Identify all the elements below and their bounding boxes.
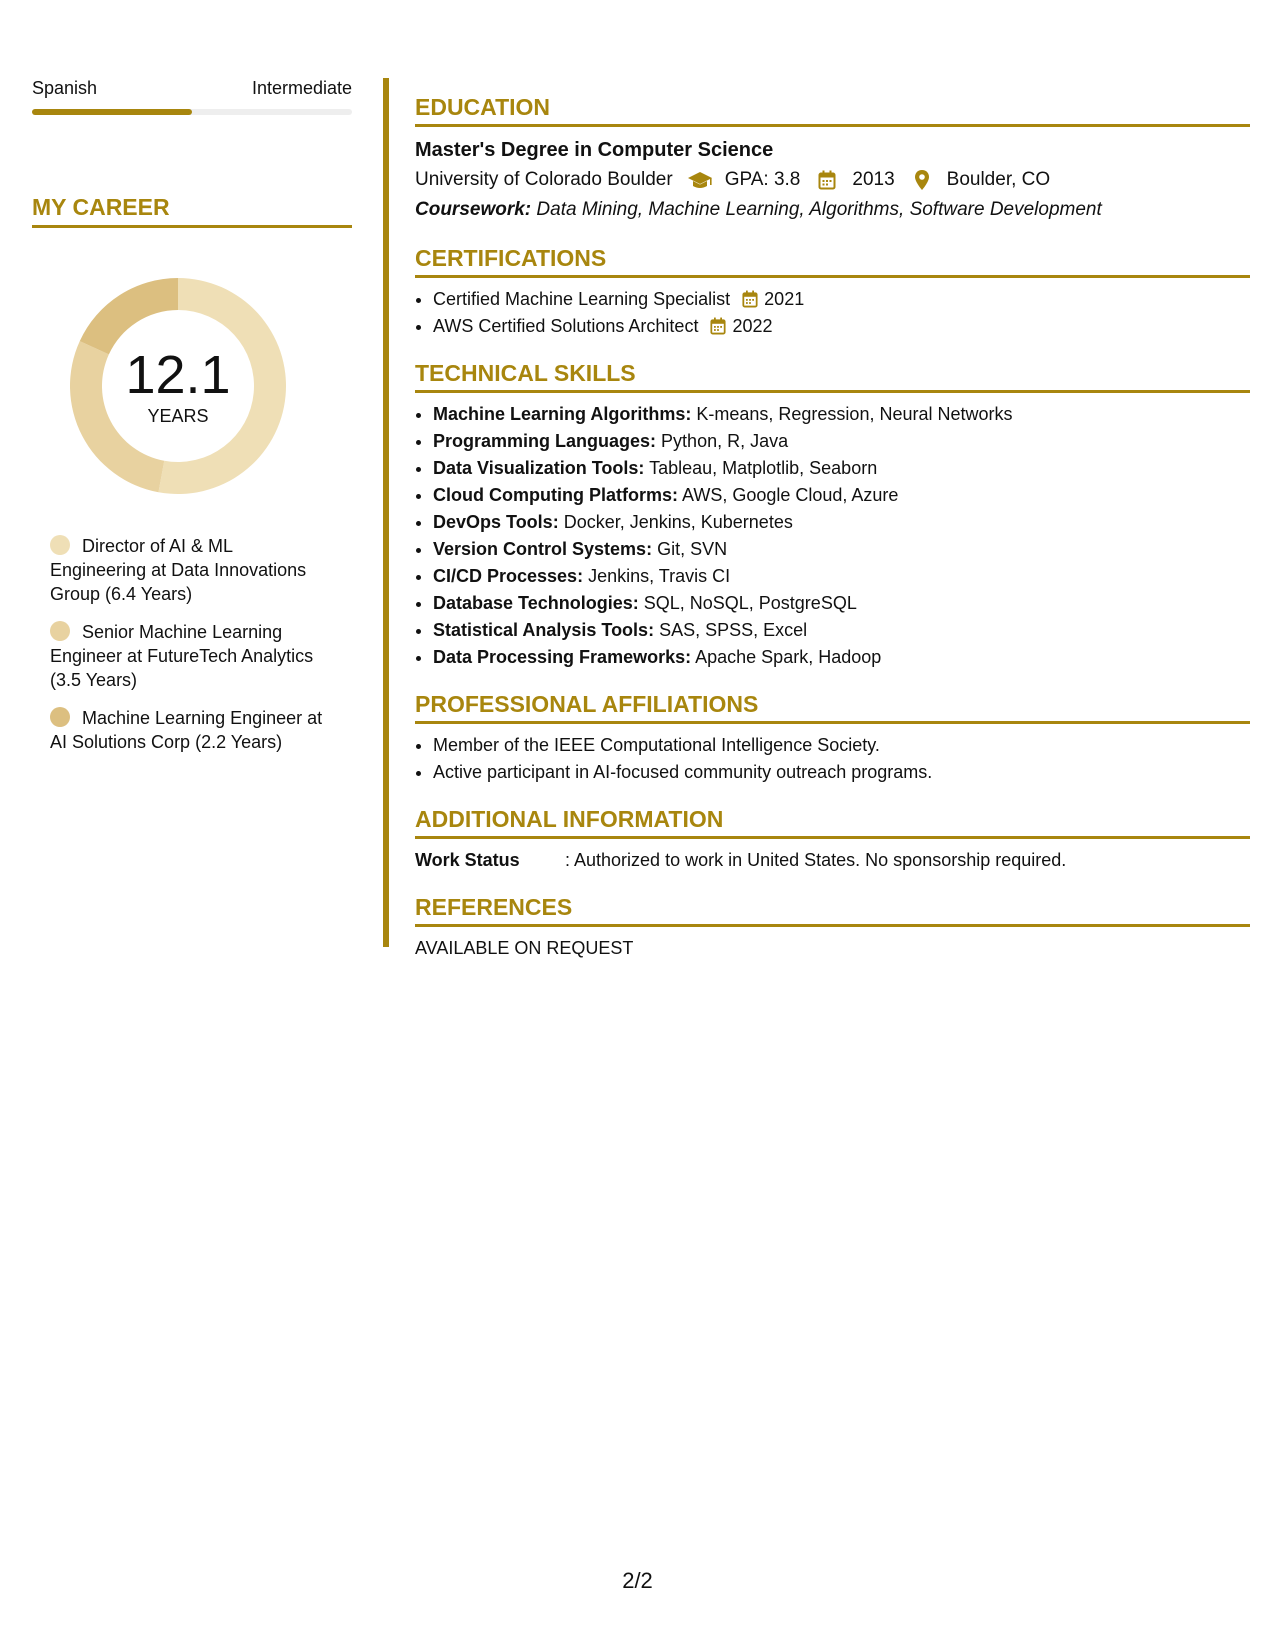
language-proficiency-fill [32, 109, 192, 115]
language-level: Intermediate [251, 78, 352, 98]
education-location: Boulder, CO [946, 169, 1051, 190]
education-meta [415, 165, 1250, 195]
career-title: MY CAREER [32, 194, 352, 228]
career-legend-item [50, 706, 330, 754]
certification-year: 2022 [732, 316, 773, 336]
education-coursework [415, 195, 1250, 225]
page-number: 2/2 [622, 1568, 653, 1593]
legend-dot-icon [50, 535, 70, 555]
education-gpa: GPA: 3.8 [724, 169, 801, 190]
skill-value: K-means, Regression, Neural Networks [696, 404, 1013, 424]
certifications-title: CERTIFICATIONS [415, 245, 1250, 278]
career-total-unit: YEARS [147, 405, 209, 426]
skill-label: Statistical Analysis Tools: [433, 620, 655, 640]
location-pin-icon [909, 169, 935, 191]
language-name: Spanish [32, 78, 98, 98]
career-total-value: 12.1 [125, 344, 231, 405]
language-proficiency-bar [32, 109, 352, 115]
career-role-label: Senior Machine Learning Engineer at FutureTech Analytics (3.5 Years) [50, 622, 314, 690]
references-text: AVAILABLE ON REQUEST [415, 938, 634, 958]
career-role-label: Machine Learning Engineer at AI Solutions Corp (2.2 Years) [50, 708, 323, 752]
legend-dot-icon [50, 707, 70, 727]
calendar-icon [814, 169, 840, 191]
skill-label: Cloud Computing Platforms: [433, 485, 678, 505]
certification-item [433, 313, 1250, 340]
career-donut-chart [64, 272, 292, 500]
skill-label: DevOps Tools: [433, 512, 559, 532]
skill-label: Data Visualization Tools: [433, 458, 645, 478]
skill-item [433, 590, 1250, 617]
skill-label: Version Control Systems: [433, 539, 653, 559]
affiliation-item: • Member of the IEEE Computational Intelligence Society. [433, 732, 1250, 759]
skill-label: CI/CD Processes: [433, 566, 584, 586]
column-divider [383, 78, 389, 947]
education-section [415, 94, 1250, 225]
skill-item [433, 401, 1250, 428]
certification-year: 2021 [764, 289, 805, 309]
certification-name: AWS Certified Solutions Architect [433, 316, 699, 336]
affiliation-item: • Active participant in AI-focused community outreach programs. [433, 759, 1250, 786]
certifications-section [415, 245, 1250, 340]
skill-item [433, 428, 1250, 455]
career-legend-item [50, 534, 330, 606]
skill-label: Programming Languages: [433, 431, 657, 451]
skill-item [433, 482, 1250, 509]
skill-value: Git, SVN [657, 539, 728, 559]
skill-item [433, 563, 1250, 590]
graduation-cap-icon [687, 169, 713, 191]
certification-name: Certified Machine Learning Specialist [433, 289, 731, 309]
skill-value: Tableau, Matplotlib, Seaborn [649, 458, 878, 478]
language-block [32, 78, 352, 115]
career-legend-item [50, 620, 330, 692]
additional-section [415, 806, 1250, 874]
additional-title: ADDITIONAL INFORMATION [415, 806, 1250, 839]
skill-item [433, 617, 1250, 644]
work-status-label: Work Status [415, 850, 520, 870]
calendar-icon [742, 290, 760, 308]
skill-item [433, 455, 1250, 482]
skills-list [415, 401, 1250, 671]
work-status-value: : Authorized to work in United States. No sponsorship required. [565, 850, 1067, 870]
skill-value: Python, R, Java [661, 431, 789, 451]
main-content [415, 94, 1250, 982]
skill-value: Jenkins, Travis CI [588, 566, 731, 586]
calendar-icon [710, 317, 728, 335]
certification-item [433, 286, 1250, 313]
education-title: EDUCATION [415, 94, 1250, 127]
career-donut-center [64, 272, 292, 500]
affiliations-title: PROFESSIONAL AFFILIATIONS [415, 691, 1250, 724]
references-section [415, 894, 1250, 962]
career-legend [50, 534, 330, 768]
education-degree: Master's Degree in Computer Science [415, 139, 774, 161]
coursework-text: Data Mining, Machine Learning, Algorithms, Software Development [536, 199, 1102, 220]
skill-label: Machine Learning Algorithms: [433, 404, 692, 424]
coursework-label: Coursework: [415, 199, 532, 220]
affiliations-section [415, 691, 1250, 786]
references-title: REFERENCES [415, 894, 1250, 927]
career-role-label: Director of AI & ML Engineering at Data Innovations Group (6.4 Years) [50, 536, 307, 604]
education-school: University of Colorado Boulder [415, 169, 673, 190]
certifications-list [415, 286, 1250, 340]
skill-value: SAS, SPSS, Excel [659, 620, 808, 640]
skill-value: AWS, Google Cloud, Azure [682, 485, 899, 505]
skills-section [415, 360, 1250, 671]
affiliations-list [415, 732, 1250, 786]
skill-label: Database Technologies: [433, 593, 639, 613]
skills-title: TECHNICAL SKILLS [415, 360, 1250, 393]
skill-value: Docker, Jenkins, Kubernetes [563, 512, 793, 532]
skill-value: Apache Spark, Hadoop [695, 647, 882, 667]
skill-label: Data Processing Frameworks: [433, 647, 692, 667]
education-year: 2013 [852, 169, 895, 190]
language-row [32, 78, 352, 99]
skill-item [433, 509, 1250, 536]
work-status-row [415, 847, 1250, 874]
skill-item [433, 644, 1250, 671]
skill-value: SQL, NoSQL, PostgreSQL [643, 593, 857, 613]
skill-item [433, 536, 1250, 563]
legend-dot-icon [50, 621, 70, 641]
